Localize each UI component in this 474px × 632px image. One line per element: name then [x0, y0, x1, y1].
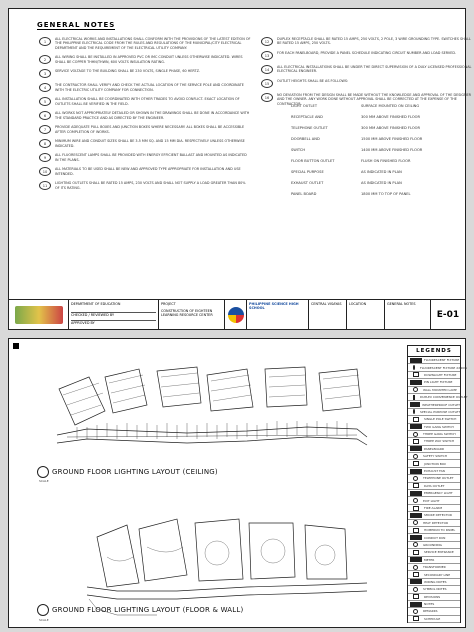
legend-label: DUPLEX CONVENIENCE OUTLET [420, 395, 468, 400]
general-notes-sheet [8, 8, 472, 330]
caption-floor-wall [37, 604, 243, 616]
legend-symbol-icon [413, 387, 418, 392]
scale-label-1: SCALE [39, 479, 49, 483]
outlet-type: PANEL BOARD [291, 192, 317, 196]
legend-row [408, 549, 460, 556]
legend-label: WIRING NOTES [424, 579, 447, 584]
legend-symbol-icon [413, 409, 415, 414]
corner-mark [13, 343, 19, 349]
legend-row [408, 401, 460, 408]
legend-label: TELEPHONE OUTLET [423, 476, 454, 481]
legend-label: METER [424, 557, 435, 562]
section-marker-icon [37, 466, 49, 478]
legend-row [408, 571, 460, 578]
note-number: 5 [39, 97, 51, 106]
outlet-height: FLUSH ON FINISHED FLOOR [361, 159, 411, 163]
legend-row [408, 453, 460, 460]
outlet-height-row [291, 148, 451, 152]
notes-column-left [39, 37, 251, 195]
legend-row [408, 438, 460, 445]
legend-label: SMOKE DETECTOR [424, 513, 452, 518]
legend-symbol-icon [410, 424, 422, 429]
legend-label: THREE WAY SWITCH [424, 439, 455, 444]
note-item [261, 79, 473, 88]
legend-symbol-icon [413, 506, 419, 511]
legend-row [408, 357, 460, 364]
note-item [39, 37, 251, 50]
legend-row [408, 505, 460, 512]
legend-symbol-icon [413, 461, 419, 466]
legend-label: HOMERUN TO PANEL [424, 528, 456, 533]
legend-symbol-icon [410, 469, 422, 474]
note-number: 6 [39, 111, 51, 120]
legend-row [408, 468, 460, 475]
legend-symbol-icon [410, 513, 422, 518]
note-item [39, 111, 251, 120]
outlet-type: DOORBELL AND [291, 137, 320, 141]
outlet-height: 300 MM ABOVE FINISHED FLOOR [361, 115, 420, 119]
legend-symbol-icon [410, 402, 420, 407]
note-number: 12 [261, 37, 273, 46]
legend-symbol-icon [410, 446, 422, 451]
note-number: 16 [261, 93, 273, 102]
legend-label: FLUORESCENT FIXTURE [424, 358, 460, 363]
legend-row [408, 372, 460, 379]
legend-label: SINGLE POLE SWITCH [424, 417, 457, 422]
notes-title: GENERAL NOTES [37, 21, 116, 29]
note-text: OUTLET HEIGHTS SHALL BE AS FOLLOWS: [277, 79, 349, 83]
legend-symbol-icon [413, 550, 419, 555]
section-marker-icon [37, 604, 49, 616]
legend-symbol-icon [413, 498, 418, 503]
note-item [39, 83, 251, 92]
legend-symbol-icon [410, 557, 422, 562]
scale-label-2: SCALE [39, 618, 49, 622]
note-item [261, 51, 473, 60]
legend-label: SAFETY SWITCH [423, 454, 448, 459]
legend-symbol-icon [413, 372, 419, 377]
note-number: 3 [39, 69, 51, 78]
legend-symbol-icon [413, 565, 418, 570]
note-item [39, 139, 251, 148]
outlet-type: TELEPHONE OUTLET [291, 126, 328, 130]
legend-symbol-icon [413, 587, 418, 592]
legend-row [408, 564, 460, 571]
note-text: SERVICE VOLTAGE TO THE BUILDING SHALL BE 230 VOLTS, SINGLE PHASE, 60 HERTZ. [55, 69, 200, 74]
legend-label: PIN LIGHT FIXTURE [424, 380, 453, 385]
note-number: 9 [39, 153, 51, 162]
legend-label: SCHEDULE [424, 616, 441, 621]
outlet-height-row [291, 159, 451, 163]
legend-label: SERVICE ENTRANCE [424, 550, 454, 555]
outlet-height: AS INDICATED IN PLAN [361, 181, 402, 185]
legend-symbol-icon [413, 454, 418, 459]
legend-row [408, 586, 460, 593]
legend-symbol-icon [413, 395, 415, 400]
legend-row [408, 460, 460, 467]
legend-label: DOWNLIGHT FIXTURE [424, 372, 457, 377]
note-text: ALL MATERIALS TO BE USED SHALL BE NEW AND APPROVED TYPE APPROPRIATE FOR INSTALLATION AND USE INTENDED. [55, 167, 241, 176]
note-text: PROVIDE ADEQUATE PULL BOXES AND JUNCTION BOXES WHERE NECESSARY. ALL BOXES SHALL BE ACCESSIBLE AFTER COMPLETION OF WORKS. [55, 125, 245, 134]
note-item [39, 69, 251, 78]
outlet-height: 1400 MM ABOVE FINISHED FLOOR [361, 148, 423, 152]
legend-symbol-icon [413, 609, 418, 614]
note-item [39, 55, 251, 64]
legend-row [408, 527, 460, 534]
legend-label: THREE GANG SWITCH [423, 432, 456, 437]
legend-label: EXHAUST FAN [424, 469, 445, 474]
caption-ceiling-text: GROUND FLOOR LIGHTING LAYOUT (CEILING) [52, 468, 218, 476]
note-text: ALL INSTALLATION SHALL BE COORDINATED WITH OTHER TRADES TO AVOID CONFLICT. EXACT LOCATION OF OUTLETS SHALL BE VERIFIED IN THE FIELD. [55, 97, 240, 106]
note-number: 14 [261, 65, 273, 74]
legend-row [408, 512, 460, 519]
legend-row [408, 475, 460, 482]
caption-floor-wall-text: GROUND FLOOR LIGHTING LAYOUT (FLOOR & WALL) [52, 606, 244, 614]
outlet-height-row [291, 170, 451, 174]
outlet-type: FLOOR BUTTON OUTLET [291, 159, 335, 163]
note-number: 2 [39, 55, 51, 64]
outlet-type: RECEPTACLE AND [291, 115, 323, 119]
notes-column-right [261, 37, 473, 111]
outlet-type: LIGHT OUTLET [291, 104, 318, 108]
outlet-height: 1500 MM ABOVE FINISHED FLOOR [361, 137, 423, 141]
note-text: MINIMUM WIRE AND CONDUIT SIZES SHALL BE 3.5 MM SQ. AND 15 MM DIA. RESPECTIVELY UNLESS OTHERWISE INDICATED. [55, 139, 245, 148]
legend-symbol-icon [413, 432, 418, 437]
legend-symbol-icon [413, 528, 419, 533]
note-text: ALL ELECTRICAL INSTALLATIONS SHALL BE UNDER THE DIRECT SUPERVISION OF A DULY LICENSED PROFESSIONAL ELECTRICAL ENGINEER. [277, 65, 472, 74]
legend-title: LEGENDS [408, 346, 460, 357]
legend-row [408, 431, 460, 438]
legend-row [408, 594, 460, 601]
legend-row [408, 601, 460, 608]
outlet-type: SPECIAL PURPOSE [291, 170, 324, 174]
legend-label: JUNCTION BOX [424, 461, 446, 466]
agency-logo [9, 300, 69, 329]
legend-symbol-icon [413, 483, 419, 488]
note-text: ALL FLUORESCENT LAMPS SHALL BE PROVIDED WITH ENERGY EFFICIENT BALLAST AND MOUNTED AS INDICATED IN THE PLANS. [55, 153, 247, 162]
legend-row [408, 379, 460, 386]
checked-label: CHECKED / REVIEWED BY [71, 312, 156, 317]
outlet-height-row [291, 181, 451, 185]
legend-label: REMARKS [423, 609, 438, 614]
outlet-height: AS INDICATED IN PLAN [361, 170, 402, 174]
legend-symbol-icon [413, 417, 419, 422]
outlet-height-row [291, 104, 451, 108]
note-number: 11 [39, 181, 51, 190]
legend-row [408, 409, 460, 416]
legend-label: CONDUIT RUN [424, 535, 446, 540]
outlet-height: SURFACE MOUNTED ON CEILING [361, 104, 420, 108]
note-item [39, 181, 251, 190]
outlet-height-row [291, 192, 451, 196]
legend-row [408, 483, 460, 490]
legend-row [408, 394, 468, 401]
legend-label: GROUNDING [423, 542, 442, 547]
sheet-number: E-01 [436, 309, 460, 320]
note-number: 10 [39, 167, 51, 176]
legend-row [408, 520, 460, 527]
legend-symbol-icon [413, 439, 419, 444]
campus-name: CENTRAL VISAYAS [309, 300, 347, 329]
legend-panel [407, 345, 468, 623]
legend-symbol-icon [413, 542, 418, 547]
office-label: DEPARTMENT OF EDUCATION [71, 302, 121, 306]
project-name: CONSTRUCTION OF EIGHTEEN LEARNING RESOURCE CENTER [161, 309, 213, 317]
school-emblem [225, 300, 247, 329]
note-number: 1 [39, 37, 51, 46]
legend-label: TWO GANG SWITCH [424, 424, 454, 429]
outlet-height-row [291, 115, 451, 119]
school-name: PHILIPPINE SCIENCE HIGH SCHOOL [247, 300, 309, 329]
note-number: 4 [39, 83, 51, 92]
note-text: THE CONTRACTOR SHALL VERIFY AND CHECK THE ACTUAL LOCATION OF THE SERVICE POLE AND COORDINATE WITH THE ELECTRIC UTILITY COMPANY FOR CONNECTION. [55, 83, 244, 92]
legend-symbol-icon [410, 358, 422, 363]
legend-row [408, 424, 460, 431]
legend-symbol-icon [410, 380, 422, 385]
legend-symbol-icon [410, 491, 422, 496]
legend-row [408, 416, 460, 423]
note-number: 15 [261, 79, 273, 88]
outlet-height: 1800 MM TO TOP OF PANEL [361, 192, 411, 196]
outlet-height: 300 MM ABOVE FINISHED FLOOR [361, 126, 420, 130]
outlet-type: EXHAUST OUTLET [291, 181, 324, 185]
legend-label: FLUORESCENT FIXTURE 2X40W [420, 365, 468, 370]
signature-block [69, 300, 159, 329]
legend-symbol-icon [410, 535, 422, 540]
legend-symbol-icon [413, 594, 419, 599]
note-item [39, 167, 251, 176]
lighting-layout-sheet [8, 338, 466, 628]
note-text: LIGHTING OUTLETS SHALL BE RATED 15 AMPS, 230 VOLTS AND SHALL NOT SUPPLY A LOAD GREATER THAN 80% OF ITS RATING. [55, 181, 246, 190]
legend-label: WEATHERPROOF OUTLET [422, 402, 460, 407]
legend-row [408, 616, 460, 623]
ceiling-plan [57, 367, 367, 445]
legend-row [408, 490, 460, 497]
note-number: 13 [261, 51, 273, 60]
legend-row [408, 557, 460, 564]
legend-label: DATA OUTLET [424, 483, 445, 488]
legend-label: SPECIAL PURPOSE OUTLET [420, 409, 461, 414]
legend-row [408, 387, 460, 394]
legend-label: NOTES [424, 602, 435, 607]
legend-label: EMERGENCY LIGHT [424, 491, 453, 496]
outlet-height-row [291, 137, 451, 141]
caption-ceiling [37, 466, 218, 478]
legend-symbol-icon [410, 579, 422, 584]
project-block [159, 300, 225, 329]
legend-row [408, 497, 460, 504]
legend-row [408, 608, 460, 615]
legend-label: SECONDARY LINE [424, 572, 451, 577]
sheet-title: GENERAL NOTES [385, 300, 431, 329]
legend-symbol-icon [413, 476, 418, 481]
legend-label: PANELBOARD [424, 446, 445, 451]
note-text: ALL WORKS NOT APPROPRIATELY DETAILED OR SHOWN IN THE DRAWINGS SHALL BE DONE IN ACCORDANCE WITH THE STANDARD PRACTICE AND AS DIRECTED BY THE ENGINEER. [55, 111, 250, 120]
title-block [9, 299, 465, 329]
legend-label: HEAT DETECTOR [423, 520, 449, 525]
legend-label: EXIT LIGHT [423, 498, 440, 503]
legend-label: FIRE ALARM [424, 506, 443, 510]
legend-symbol-icon [413, 365, 415, 370]
project-label: PROJECT [161, 302, 176, 306]
note-item [39, 153, 251, 162]
floor-wall-plan [87, 519, 367, 615]
legend-label: REVISIONS [424, 594, 441, 599]
note-item [39, 97, 251, 106]
note-text: ALL ELECTRICAL WORKS AND INSTALLATIONS SHALL CONFORM WITH THE PROVISIONS OF THE LATEST EDITION OF THE PHILIPPINE ELECTRICAL CODE FROM THE RULES AND REGULATIONS OF THE MUNICIPAL/CITY ELECTRICAL DEPARTMENT AND THE REQUIREMENT OF THE ELECTRICAL UTILITY COMPANY. [55, 37, 251, 50]
legend-label: SYMBOL NOTES [423, 587, 447, 592]
legend-row [408, 579, 460, 586]
approved-label: APPROVED BY [71, 320, 156, 325]
note-number: 8 [39, 139, 51, 148]
legend-row [408, 534, 460, 541]
legend-row [408, 446, 460, 453]
outlet-height-row [291, 126, 451, 130]
note-item [261, 65, 473, 74]
note-text: DUPLEX RECEPTACLE SHALL BE RATED 15 AMPS, 250 VOLTS, 2 POLE, 3 WIRE GROUNDING TYPE. SWITCHES SHALL BE RATED 15 AMPS, 250 VOLTS. [277, 37, 471, 46]
legend-symbol-icon [413, 572, 419, 577]
legend-row [408, 542, 460, 549]
note-item [39, 125, 251, 134]
location-cell: LOCATION [347, 300, 385, 329]
legend-row [408, 364, 468, 371]
outlet-type: SWITCH [291, 148, 306, 152]
legend-label: TRANSFORMER [423, 565, 446, 570]
legend-symbol-icon [410, 602, 422, 607]
note-number: 7 [39, 125, 51, 134]
legend-label: WALL MOUNTED LAMP [423, 387, 457, 392]
note-text: NO DEVIATION FROM THE DESIGN SHALL BE MADE WITHOUT THE KNOWLEDGE AND APPROVAL OF THE DESIGNER AND THE OWNER. ANY WORK DONE WITHOUT APPROVAL SHALL BE CORRECTED AT THE EXPENSE OF THE CONTRACTOR. [277, 93, 472, 106]
note-text: FOR EACH PANELBOARD, PROVIDE A PANEL SCHEDULE INDICATING CIRCUIT NUMBER AND LOAD SERVED. [277, 51, 457, 55]
floor-plan-drawing [27, 347, 399, 627]
legend-symbol-icon [413, 520, 418, 525]
legend-symbol-icon [413, 616, 419, 621]
note-item [261, 37, 473, 46]
note-text: ALL WIRING SHALL BE INSTALLED IN APPROVED PVC OR IMC CONDUIT UNLESS OTHERWISE INDICATED. WIRES SHALL BE COPPER THHN/THWN, 600 VOLTS INSULATION RATING. [55, 55, 243, 64]
outlet-heights-table [291, 104, 451, 203]
